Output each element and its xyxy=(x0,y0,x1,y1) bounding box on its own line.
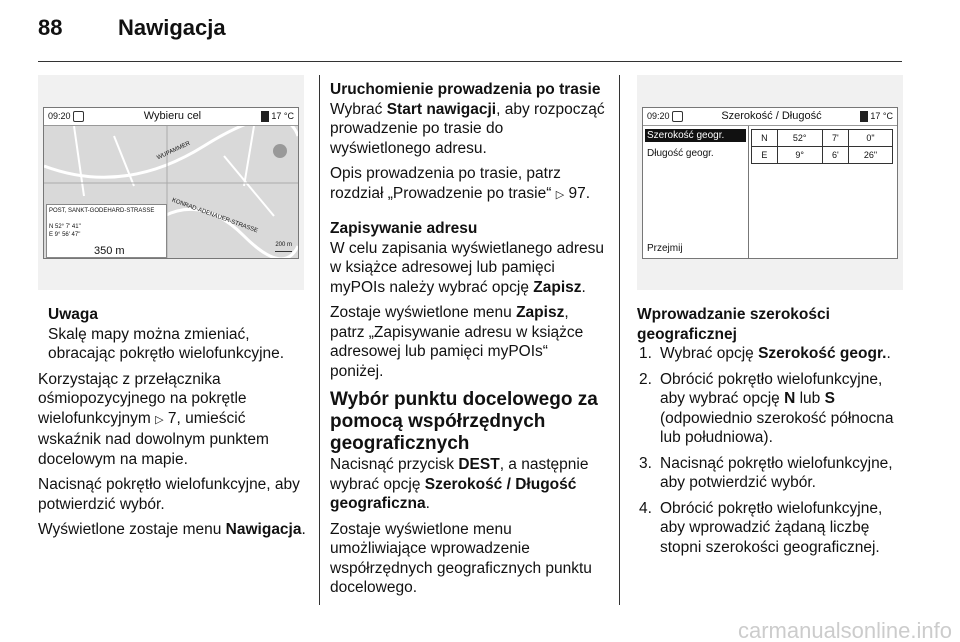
text: , aby rozpocząć prowadzenie po trasie do wyświetlonego adresu. xyxy=(330,100,605,157)
popup-latitude: N 52° 7' 41" xyxy=(49,224,81,230)
menu-item-latitude[interactable]: Szerokość geogr. xyxy=(645,129,746,142)
temperature: 17 °C xyxy=(271,110,294,121)
menu-option: Start nawigacji xyxy=(386,100,497,118)
coordinates-table xyxy=(751,129,893,164)
menu-option: Zapisz xyxy=(533,278,582,296)
popup-longitude: E 9° 56' 47" xyxy=(49,232,81,238)
cell[interactable]: 52° xyxy=(777,130,822,147)
text: Nacisnąć pokrętło wielofunkcyjne, aby potwierdzić wybór. xyxy=(660,454,893,491)
text: Wybrać xyxy=(330,100,387,118)
menu-option: S xyxy=(824,390,835,407)
thermometer-icon xyxy=(261,111,269,122)
column-1 xyxy=(38,305,308,546)
triangle-reference-icon: ▷ xyxy=(155,413,164,426)
triangle-reference-icon: ▷ xyxy=(555,188,565,201)
text: 7, umieścić wskaźnik nad dowolnym punktem docelowym na mapie. xyxy=(38,409,269,468)
paragraph: Nacisnąć pokrętło wielofunkcyjne, aby potwierdzić wybór. xyxy=(38,476,300,513)
column-divider xyxy=(319,75,320,605)
text: , patrz „Zapisywanie adresu w książce adresowej lub pamięci myPOIs“ poniżej. xyxy=(330,304,584,380)
clock: 09:20 xyxy=(647,110,670,121)
text: . xyxy=(425,495,430,512)
step-number: 2. xyxy=(639,370,652,388)
cell[interactable]: 0" xyxy=(849,130,893,147)
cell[interactable]: 26" xyxy=(849,147,893,164)
popup-title: POST, SANKT-GODEHARD-STRASSE xyxy=(49,208,155,214)
subheading: Zapisywanie adresu xyxy=(330,220,478,237)
text: . xyxy=(301,521,306,538)
button-name: DEST xyxy=(458,456,500,473)
thermometer-icon xyxy=(860,111,868,122)
note-text: Skalę mapy można zmieniać, obracając pokrętło wielofunkcyjne. xyxy=(48,325,285,362)
note-box xyxy=(38,305,308,364)
subheading: Wprowadzanie szerokości geograficznej xyxy=(637,306,830,343)
page-number: 88 xyxy=(38,15,63,40)
map-view xyxy=(44,126,298,258)
display-screen xyxy=(43,107,299,259)
section-title: Nawigacja xyxy=(118,15,226,40)
header-rule xyxy=(38,61,902,62)
street-label: WUPAMMER xyxy=(156,140,192,162)
text: Nacisnąć przycisk xyxy=(330,456,459,473)
street-label: KONRAD-ADENAUER-STRASSE xyxy=(170,197,259,235)
text: lub xyxy=(795,390,825,407)
distance-label: 350 m xyxy=(94,245,125,257)
step-number: 1. xyxy=(639,345,652,362)
status-bar xyxy=(44,108,298,126)
list-item xyxy=(637,454,907,493)
text: . xyxy=(886,345,891,362)
paragraph xyxy=(38,520,308,540)
paragraph xyxy=(330,164,605,205)
text: . xyxy=(581,278,586,296)
steps-list xyxy=(637,344,907,557)
display-screen xyxy=(642,107,898,259)
menu-option: N xyxy=(784,390,796,407)
column-2 xyxy=(330,80,605,604)
note-title: Uwaga xyxy=(48,306,98,323)
text: Obrócić pokrętło wielofunkcyjne, aby wprowadzić żądaną liczbę stopni szerokości geograficznej. xyxy=(660,499,883,556)
table-row xyxy=(752,130,893,147)
table-row xyxy=(752,147,893,164)
menu-option: Szerokość / Długość geograficzna xyxy=(330,475,577,512)
text: (odpowiednio szerokość północna lub południowa). xyxy=(660,409,894,446)
temperature: 17 °C xyxy=(870,110,893,121)
menu-name: Zapisz xyxy=(516,304,565,321)
step-number: 4. xyxy=(639,499,652,517)
cell[interactable]: 9° xyxy=(777,147,822,164)
coordinates-screen-figure xyxy=(637,75,903,290)
menu-option: Szerokość geogr. xyxy=(758,345,887,362)
menu-item-longitude[interactable]: Długość geogr. xyxy=(647,148,714,159)
menu-item-apply[interactable]: Przejmij xyxy=(647,243,683,254)
paragraph xyxy=(330,100,605,159)
text: Korzystając z przełącznika ośmiopozycyjnego na pokrętle wielofunkcyjnym xyxy=(38,370,247,427)
paragraph xyxy=(330,455,605,514)
screen-title: Szerokość / Długość xyxy=(721,110,822,122)
paragraph xyxy=(38,370,308,470)
clock: 09:20 xyxy=(48,110,71,121)
cell[interactable]: N xyxy=(752,130,778,147)
text: Wyświetlone zostaje menu xyxy=(38,521,226,538)
watermark: carmanualsonline.info xyxy=(737,617,952,642)
column-3 xyxy=(637,305,907,563)
clock-icon xyxy=(672,111,683,122)
status-bar xyxy=(643,108,897,126)
menu-list xyxy=(643,126,749,258)
paragraph: Zostaje wyświetlone menu umożliwiające wprowadzenie współrzędnych geograficznych punktu docelowego. xyxy=(330,520,592,596)
paragraph xyxy=(330,239,605,298)
paragraph xyxy=(330,303,605,381)
screen-title: Wybieru cel xyxy=(143,110,202,122)
clock-icon xyxy=(73,111,84,122)
list-item xyxy=(637,370,907,448)
text: Wybrać opcję xyxy=(660,345,759,362)
list-item xyxy=(637,344,907,364)
subheading: Uruchomienie prowadzenia po trasie xyxy=(330,81,601,98)
map-scale: 200 m xyxy=(275,240,292,252)
text: W celu zapisania wyświetlanego adresu w książce adresowej lub pamięci myPOIs należy wybrać opcję xyxy=(330,239,604,296)
map-screen-figure xyxy=(38,75,304,290)
column-divider xyxy=(619,75,620,605)
step-number: 3. xyxy=(639,454,652,472)
text: Zostaje wyświetlone menu xyxy=(330,304,517,321)
list-item xyxy=(637,499,907,558)
text: Opis prowadzenia po trasie, patrz rozdział „Prowadzenie po trasie“ xyxy=(330,165,561,202)
menu-name: Nawigacja xyxy=(225,521,302,538)
cell[interactable]: 7' xyxy=(822,130,848,147)
text: 97. xyxy=(564,184,591,202)
text: Obrócić pokrętło wielofunkcyjne, aby wybrać opcję xyxy=(660,370,883,407)
section-heading: Wybór punktu docelowego za pomocą współrzędnych geograficznych xyxy=(330,389,598,454)
text: , a następnie wybrać opcję xyxy=(330,456,589,493)
cell[interactable]: 6' xyxy=(822,147,848,164)
cell[interactable]: E xyxy=(752,147,778,164)
